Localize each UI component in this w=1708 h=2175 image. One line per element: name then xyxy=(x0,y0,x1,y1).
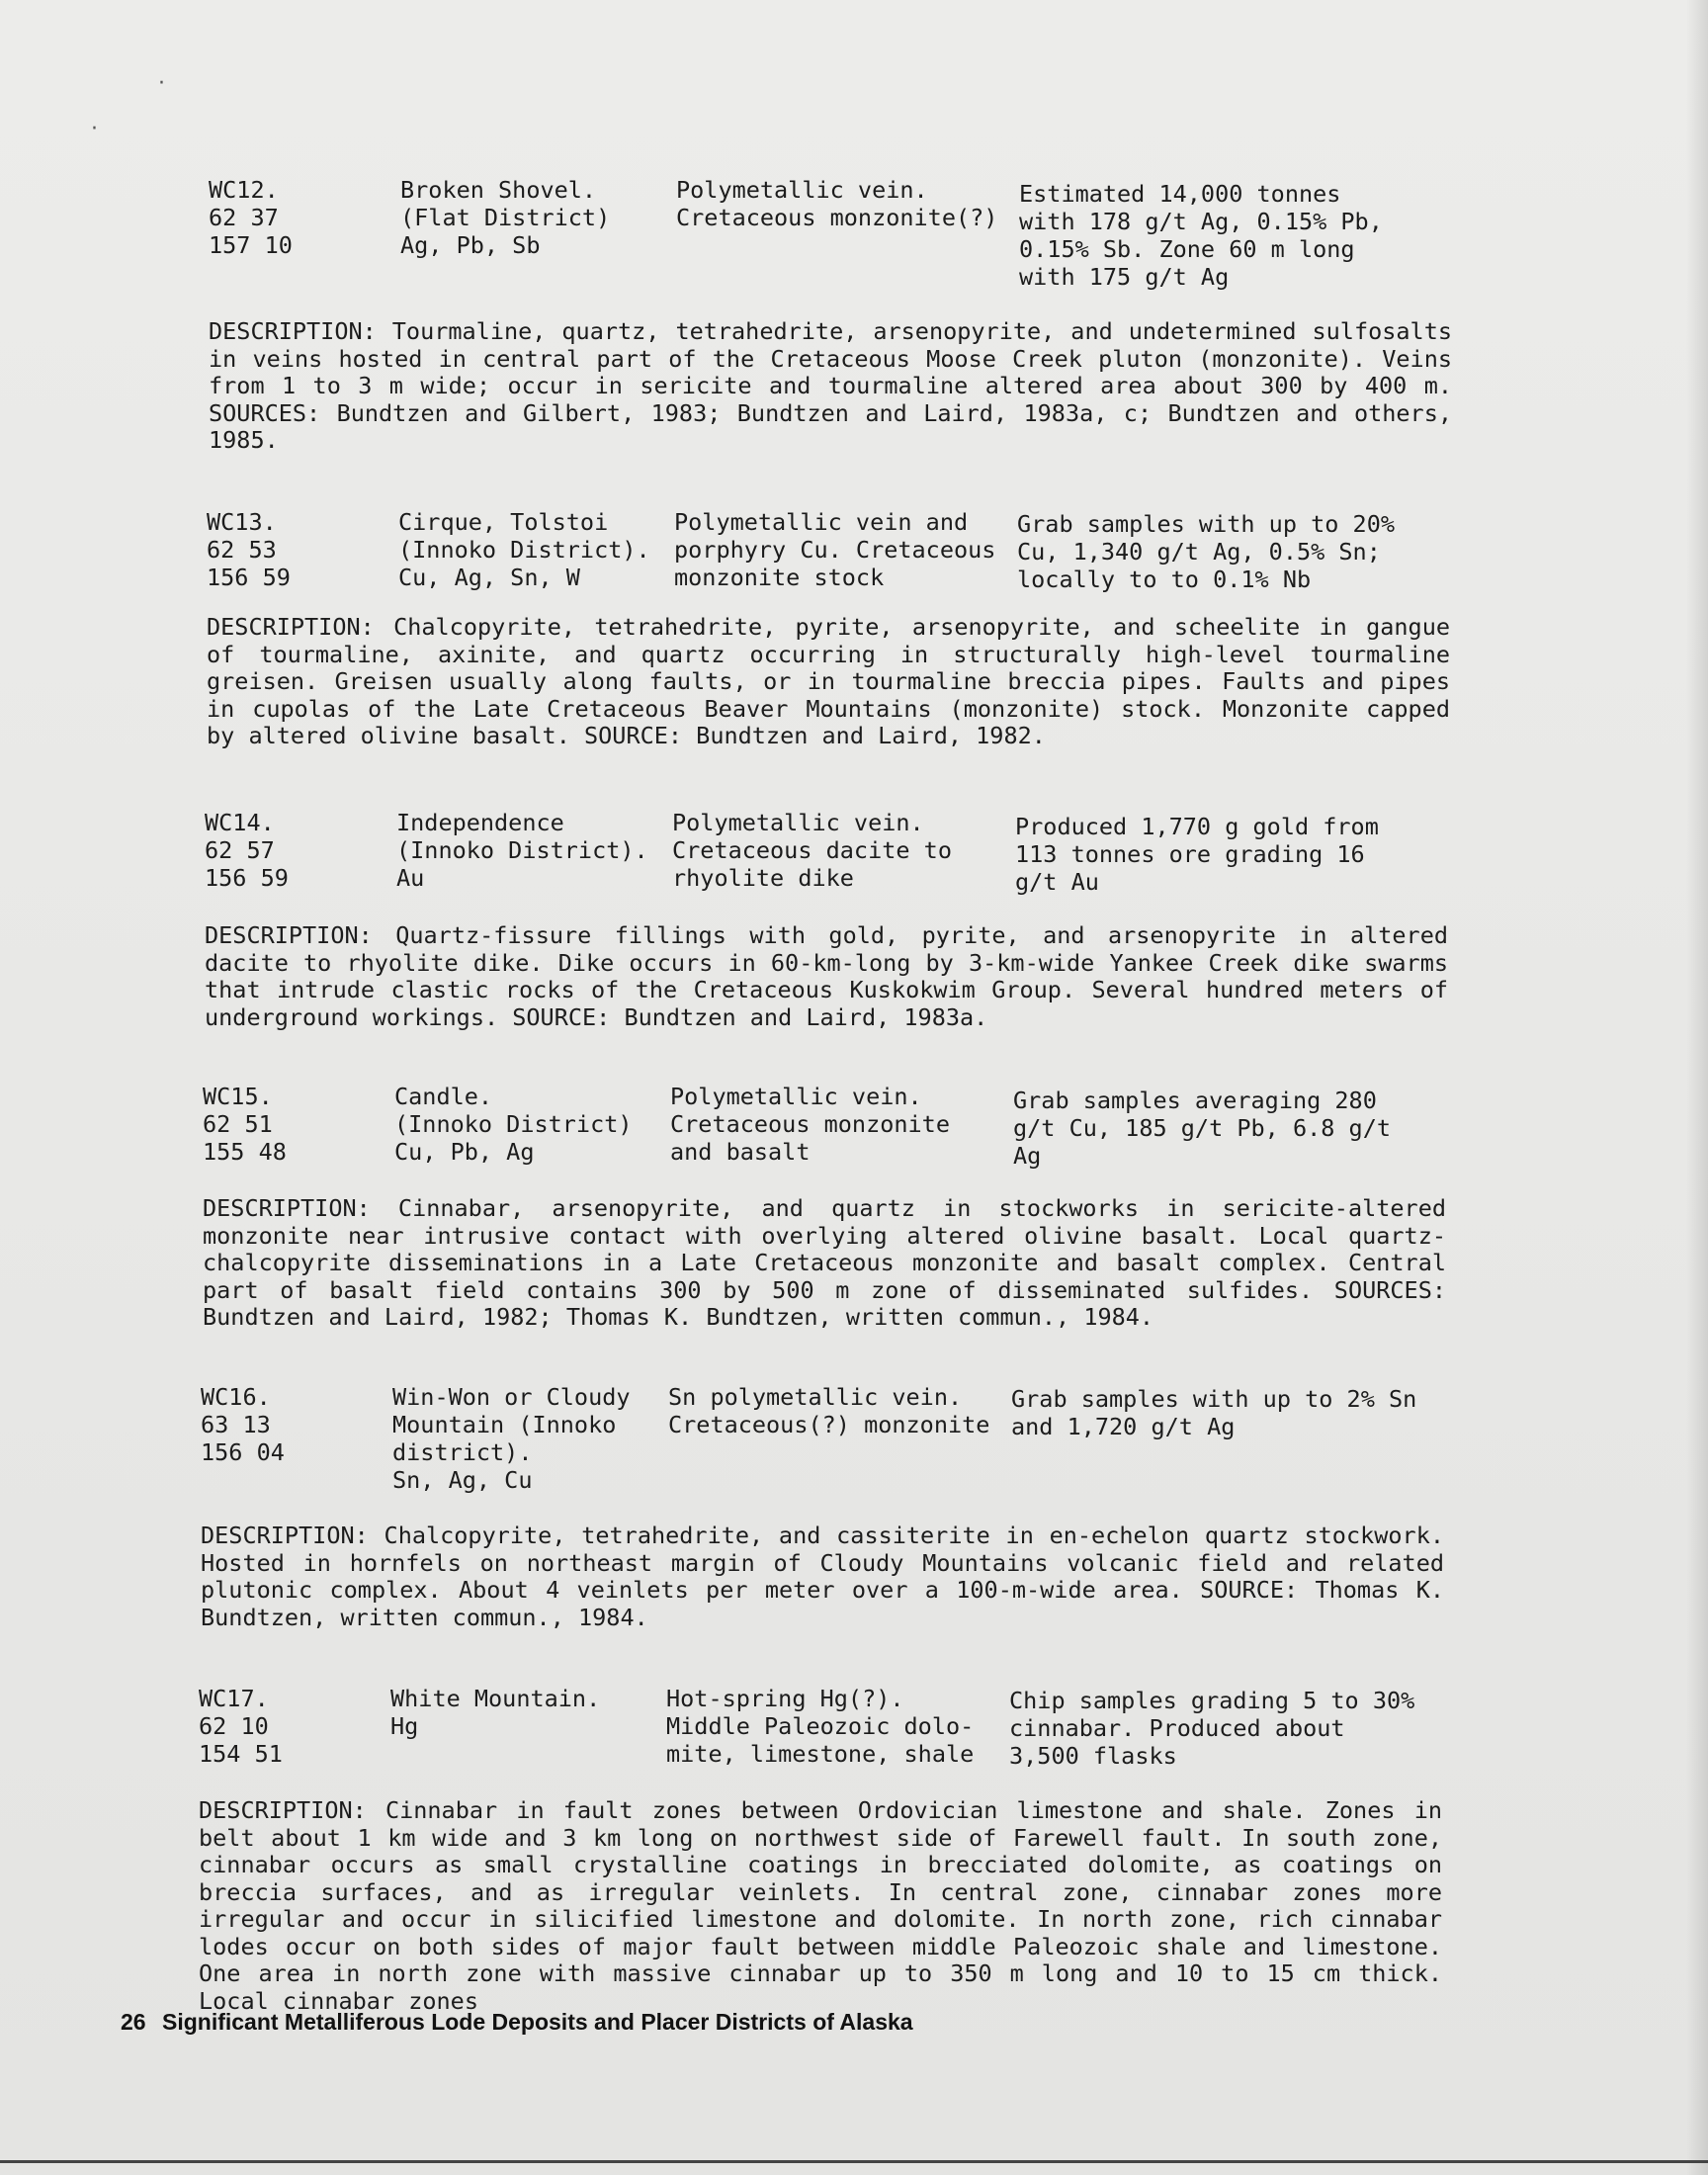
deposit-name: Cirque, Tolstoi (Innoko District). Cu, Ag, Sn, W xyxy=(398,508,650,591)
deposit-description: DESCRIPTION: Cinnabar, arsenopyrite, and quartz in stockworks in sericite-altered monzonite near intrusive contact with overlying altered olivine basalt. Local quartz-chalcopyrite disseminations in a Late Cretaceous monzonite and basalt complex. Central part of basalt field contains 300 by 500 m zone of disseminated sulfides. SOURCES: Bundtzen and Laird, 1982; Thomas K. Bundtzen, written commun., 1984. xyxy=(203,1194,1446,1331)
deposit-latitude: 62 37 xyxy=(209,204,279,231)
deposit-id: WC14. xyxy=(205,809,275,836)
deposit-latitude: 63 13 xyxy=(201,1411,271,1438)
deposit-longitude: 154 51 xyxy=(199,1740,283,1768)
deposit-type: Polymetallic vein and porphyry Cu. Cretaceous monzonite stock xyxy=(674,508,996,591)
deposit-name: Win-Won or Cloudy Mountain (Innoko district). Sn, Ag, Cu xyxy=(392,1383,631,1494)
deposit-description: DESCRIPTION: Chalcopyrite, tetrahedrite, pyrite, arsenopyrite, and scheelite in gangue of tourmaline, axinite, and quartz occurring in structurally high-level tourmaline greisen. Greisen usually along faults, or in tourmaline breccia pipes. Faults and pipes in cupolas of the Late Cretaceous Beaver Mountains (monzonite) stock. Monzonite capped by altered olivine basalt. SOURCE: Bundtzen and Laird, 1982. xyxy=(207,613,1450,749)
deposit-type: Polymetallic vein. Cretaceous monzonite and basalt xyxy=(670,1083,950,1166)
deposit-grade: Grab samples averaging 280 g/t Cu, 185 g/t Pb, 6.8 g/t Ag xyxy=(1013,1087,1392,1170)
deposit-type: Sn polymetallic vein. Cretaceous(?) monzonite xyxy=(668,1383,990,1438)
deposit-name: Independence (Innoko District). Au xyxy=(396,809,648,892)
deposit-latitude: 62 53 xyxy=(207,536,277,564)
deposit-id: WC16. xyxy=(201,1383,271,1411)
deposit-id: WC15. xyxy=(203,1083,273,1110)
deposit-id-coords xyxy=(205,809,289,892)
deposit-id: WC12. xyxy=(209,176,279,204)
page-bottom-rule xyxy=(0,2160,1708,2163)
deposit-id: WC13. xyxy=(207,508,277,536)
deposit-type: Hot-spring Hg(?). Middle Paleozoic dolo- mite, limestone, shale xyxy=(666,1685,975,1768)
deposit-id-coords xyxy=(203,1083,287,1166)
deposit-latitude: 62 51 xyxy=(203,1110,273,1138)
deposit-grade: Estimated 14,000 tonnes with 178 g/t Ag, 0.15% Pb, 0.15% Sb. Zone 60 m long with 175 g/t Ag xyxy=(1019,180,1383,291)
deposit-longitude: 156 04 xyxy=(201,1438,285,1466)
deposit-grade: Grab samples with up to 2% Sn and 1,720 g/t Ag xyxy=(1011,1385,1417,1440)
deposit-longitude: 156 59 xyxy=(205,864,289,892)
page-footer xyxy=(121,2009,913,2036)
deposit-grade: Chip samples grading 5 to 30% cinnabar. Produced about 3,500 flasks xyxy=(1009,1687,1415,1770)
deposit-name: Broken Shovel. (Flat District) Ag, Pb, Sb xyxy=(400,176,611,259)
scan-mark: · xyxy=(158,71,165,96)
deposit-description: DESCRIPTION: Cinnabar in fault zones between Ordovician limestone and shale. Zones in belt about 1 km wide and 3 km long on northwest side of Farewell fault. In south zone, cinnabar occurs as small crystalline coatings in brecciated dolomite, as coatings on breccia surfaces, and as irregular veinlets. In central zone, cinnabar zones more irregular and occur in silicified limestone and dolomite. In north zone, rich cinnabar lodes occur on both sides of major fault between middle Paleozoic shale and limestone. One area in north zone with massive cinnabar up to 350 m long and 10 to 15 cm thick. Local cinnabar zones xyxy=(199,1796,1442,2015)
deposit-grade: Grab samples with up to 20% Cu, 1,340 g/t Ag, 0.5% Sn; locally to to 0.1% Nb xyxy=(1017,510,1396,593)
deposit-description: DESCRIPTION: Quartz-fissure fillings with gold, pyrite, and arsenopyrite in altered dacite to rhyolite dike. Dike occurs in 60-km-long by 3-km-wide Yankee Creek dike swarms that intrude clastic rocks of the Cretaceous Kuskokwim Group. Several hundred meters of underground workings. SOURCE: Bundtzen and Laird, 1983a. xyxy=(205,921,1448,1031)
deposit-id-coords xyxy=(207,508,291,591)
deposit-longitude: 155 48 xyxy=(203,1138,287,1166)
deposit-latitude: 62 10 xyxy=(199,1712,269,1740)
deposit-id-coords xyxy=(201,1383,285,1466)
deposit-name: White Mountain. Hg xyxy=(390,1685,601,1740)
scan-mark: · xyxy=(91,117,98,141)
deposit-id-coords xyxy=(209,176,293,259)
deposit-description: DESCRIPTION: Tourmaline, quartz, tetrahedrite, arsenopyrite, and undetermined sulfosalts in veins hosted in central part of the Cretaceous Moose Creek pluton (monzonite). Veins from 1 to 3 m wide; occur in sericite and tourmaline altered area about 300 by 400 m. SOURCES: Bundtzen and Gilbert, 1983; Bundtzen and Laird, 1983a, c; Bundtzen and others, 1985. xyxy=(209,317,1452,454)
deposit-grade: Produced 1,770 g gold from 113 tonnes ore grading 16 g/t Au xyxy=(1015,813,1379,896)
deposit-type: Polymetallic vein. Cretaceous dacite to rhyolite dike xyxy=(672,809,952,892)
deposit-name: Candle. (Innoko District) Cu, Pb, Ag xyxy=(394,1083,633,1166)
deposit-description: DESCRIPTION: Chalcopyrite, tetrahedrite, and cassiterite in en-echelon quartz stockwork. Hosted in hornfels on northeast margin of Cloudy Mountains volcanic field and related plutonic complex. About 4 veinlets per meter over a 100-m-wide area. SOURCE: Thomas K. Bundtzen, written commun., 1984. xyxy=(201,1522,1444,1631)
deposit-id-coords xyxy=(199,1685,283,1768)
deposit-type: Polymetallic vein. Cretaceous monzonite(?) xyxy=(676,176,998,231)
page-edge-shadow xyxy=(1686,0,1708,2175)
page-number: 26 xyxy=(121,2009,146,2035)
deposit-longitude: 157 10 xyxy=(209,231,293,259)
running-title: Significant Metalliferous Lode Deposits and Placer Districts of Alaska xyxy=(161,2009,913,2035)
deposit-longitude: 156 59 xyxy=(207,564,291,591)
deposit-id: WC17. xyxy=(199,1685,269,1712)
deposit-latitude: 62 57 xyxy=(205,836,275,864)
